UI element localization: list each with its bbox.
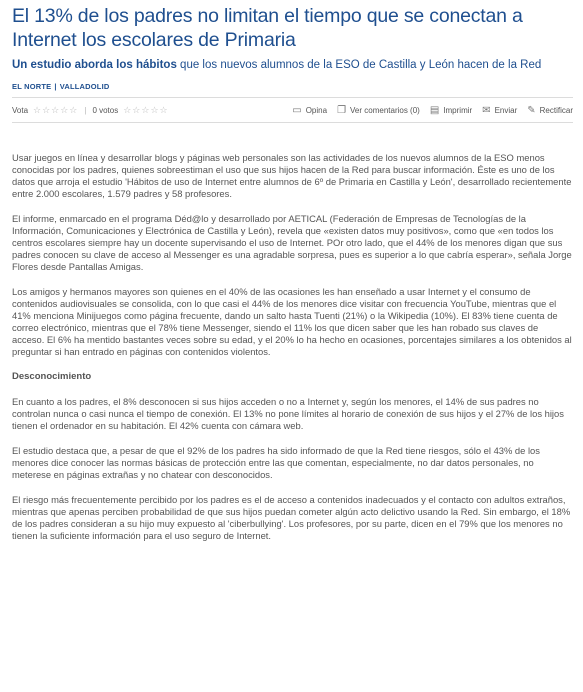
paragraph: El informe, enmarcado en el programa Déd@lo y desarrollado por AETICAL (Federación de Empresas de Tecnologías de la Información, Comunicaciones y Electrónica de Castilla y León), revela que «existen datos muy positivos», como que «en todos los centros escolares siempre hay un docente supervisando el uso de Internet. POr otro lado, que el 44% de los menores digan que sus padres conocen su clave de acceso al Messenger es una agradable sorpresa, pues es superior a lo que cabría esperar», señala Jorge Flores desde Pantallas Amigas. (12, 213, 572, 272)
toolbar-actions (282, 105, 573, 116)
average-rating-stars: ☆☆☆☆☆ (123, 104, 169, 115)
paragraph: El estudio destaca que, a pesar de que el 92% de los padres ha sido informado de que la Red tiene riesgos, sólo el 43% de los menores dice conocer las normas básicas de protección entre las que comentan, especialmente, no dar datos personales, no meterese en páginas extrañas y no chatear con desconocidos. (12, 445, 540, 480)
headline: El 13% de los padres no limitan el tiempo que se conectan a Internet los escolares de Primaria (12, 5, 523, 51)
imprimir-label: Imprimir (443, 105, 473, 115)
printer-icon: ▤ (429, 104, 440, 116)
ver-comentarios-button[interactable] (337, 105, 420, 116)
paragraph: Usar juegos en línea y desarrollar blogs y páginas web personales son las actividades de los nuevos alumnos de la ESO menos conocidas por los padres, quienes sobreestiman el uso que sus hijos hacen de la Red para buscar información. Éste es uno de los datos que arroja el estudio 'Hábitos de uso de Internet entre alumnos de 6º de Primaria en Castilla y León', desarrollado recientemente entre 2.000 escolares, 1.579 padres y 58 profesores. (12, 152, 572, 199)
section-heading: Desconocimiento (12, 371, 92, 382)
subheadline-rest: que los nuevos alumnos de la ESO de Castilla y León hacen de la Red (176, 59, 542, 71)
opina-label: Opina (305, 105, 328, 115)
paragraph: Los amigos y hermanos mayores son quienes en el 40% de las ocasiones les han enseñado a usar Internet y el consumo de contenidos audiovisuales se consolida, con lo que casi el 44% de los menores dice visitar con frecuencia YouTube, mientras que el 41% menciona Minijuegos como página frecuente, dando un salto hasta Tuenti (21%) o la Wikipedia (10%). El 83% tiene cuenta de correo electrónico, mientras que el 78% tiene Messenger, siendo el 11% los que dicen saber que les han robado sus claves de acceso. El 6% ha mentido bastantes veces sobre su edad, y el 20% lo ha hecho en ocasiones, porcentajes similares a los obtenidos al preguntar si han entrado en páginas con contenidos violentos. (12, 286, 572, 357)
envelope-icon: ✉ (482, 104, 491, 116)
vote-stars[interactable]: ☆☆☆☆☆ (33, 104, 79, 115)
vote-widget (12, 105, 169, 116)
comments-icon: ❐ (337, 104, 347, 116)
enviar-button[interactable] (482, 105, 517, 116)
subheadline (12, 58, 573, 73)
edit-icon: ✎ (527, 104, 536, 116)
opina-button[interactable] (292, 105, 327, 116)
comment-icon: ▭ (292, 104, 302, 116)
rectificar-label: Rectificar (539, 105, 573, 115)
enviar-label: Enviar (494, 105, 518, 115)
paragraph: En cuanto a los padres, el 8% desconocen si sus hijos acceden o no a Internet y, según los menores, el 14% de sus padres no controlan nunca o casi nunca el tiempo de conexión. El 13% no pone límites al horario de conexión de sus hijos y el 27% de los hijos tienen el ordenador en su habitación. El 42% cuenta con cámara web. (12, 396, 564, 431)
paragraph: El riesgo más frecuentemente percibido por los padres es el de acceso a contenidos inadecuados y el contacto con adultos extraños, mientras que apenas perciben probabilidad de que sus hijos puedan cometer algún acto delictivo usando la Red. Sin embargo, el 18% de los padres consideran a su hijo muy expuesto al 'ciberbullying'. Los profesores, por su parte, dicen en el 79% que los menores no tienen la suficiente información para el uso seguro de Internet. (12, 494, 571, 541)
byline (12, 82, 573, 91)
imprimir-button[interactable] (430, 105, 472, 116)
article-body (12, 152, 573, 542)
subheadline-bold: Un estudio aborda los hábitos (12, 59, 177, 71)
byline-location: VALLADOLID (59, 82, 110, 91)
byline-separator: | (54, 82, 57, 91)
toolbar-divider: | (84, 105, 87, 115)
vote-label: Vota (12, 105, 29, 115)
byline-source: EL NORTE (12, 82, 52, 91)
votes-count: 0 votos (92, 105, 119, 115)
rectificar-button[interactable] (527, 105, 573, 116)
article-toolbar (12, 97, 573, 123)
ver-comentarios-label: Ver comentarios (0) (350, 105, 420, 115)
